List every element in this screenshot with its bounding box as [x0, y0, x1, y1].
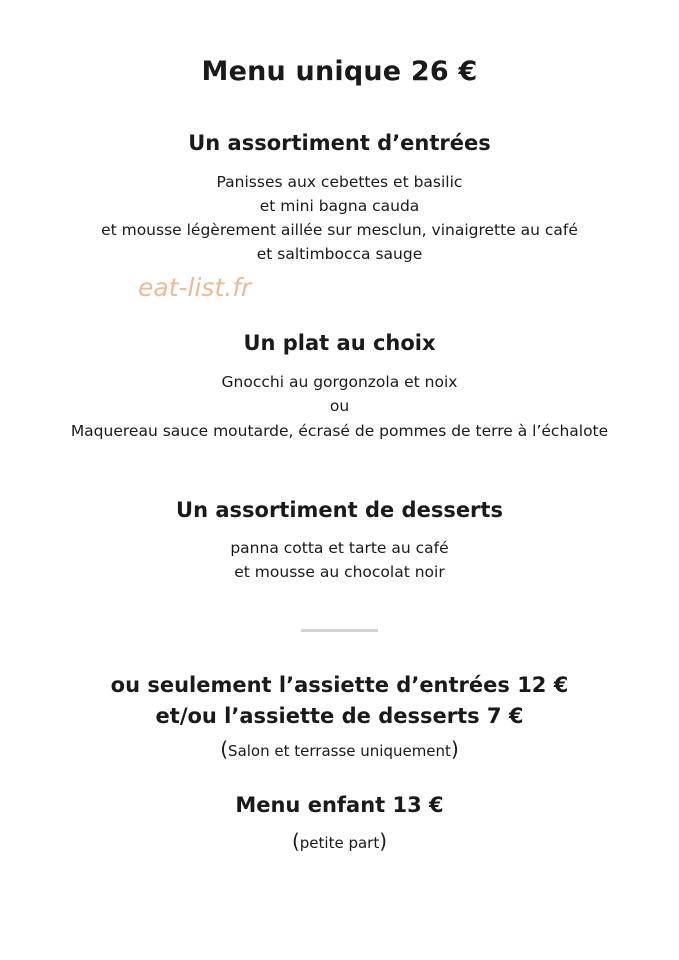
plat-line: Maquereau sauce moutarde, écrasé de pommes de terre à l’échalote — [70, 422, 609, 440]
watermark: eat-list.fr — [138, 273, 252, 302]
divider — [301, 629, 378, 632]
note-close-paren: ) — [450, 737, 459, 761]
option-note-text: Salon et terrasse uniquement — [228, 742, 451, 760]
enfant-note — [0, 829, 679, 853]
note-open-paren: ( — [220, 737, 229, 761]
entrees-line: et saltimbocca sauge — [256, 245, 423, 263]
plat-heading: Un plat au choix — [243, 331, 436, 355]
entrees-line: et mini bagna cauda — [259, 197, 420, 215]
enfant-close-paren: ) — [379, 829, 388, 853]
desserts-line: et mousse au chocolat noir — [234, 563, 445, 581]
entrees-line: Panisses aux cebettes et basilic — [216, 173, 463, 191]
option-note — [0, 737, 679, 761]
plat-line: Gnocchi au gorgonzola et noix — [221, 373, 458, 391]
enfant-open-paren: ( — [291, 829, 300, 853]
enfant-note-text: petite part — [299, 834, 380, 852]
entrees-line: et mousse légèrement aillée sur mesclun, vinaigrette au café — [101, 221, 578, 239]
option-entrees-price: ou seulement l’assiette d’entrées 12 € — [110, 673, 569, 697]
menu-title: Menu unique 26 € — [201, 56, 478, 87]
desserts-line: panna cotta et tarte au café — [230, 539, 449, 557]
option-desserts-price: et/ou l’assiette de desserts 7 € — [155, 704, 524, 728]
menu-enfant-title: Menu enfant 13 € — [235, 793, 444, 817]
plat-line: ou — [329, 397, 350, 415]
entrees-heading: Un assortiment d’entrées — [188, 131, 491, 155]
desserts-heading: Un assortiment de desserts — [176, 498, 503, 522]
